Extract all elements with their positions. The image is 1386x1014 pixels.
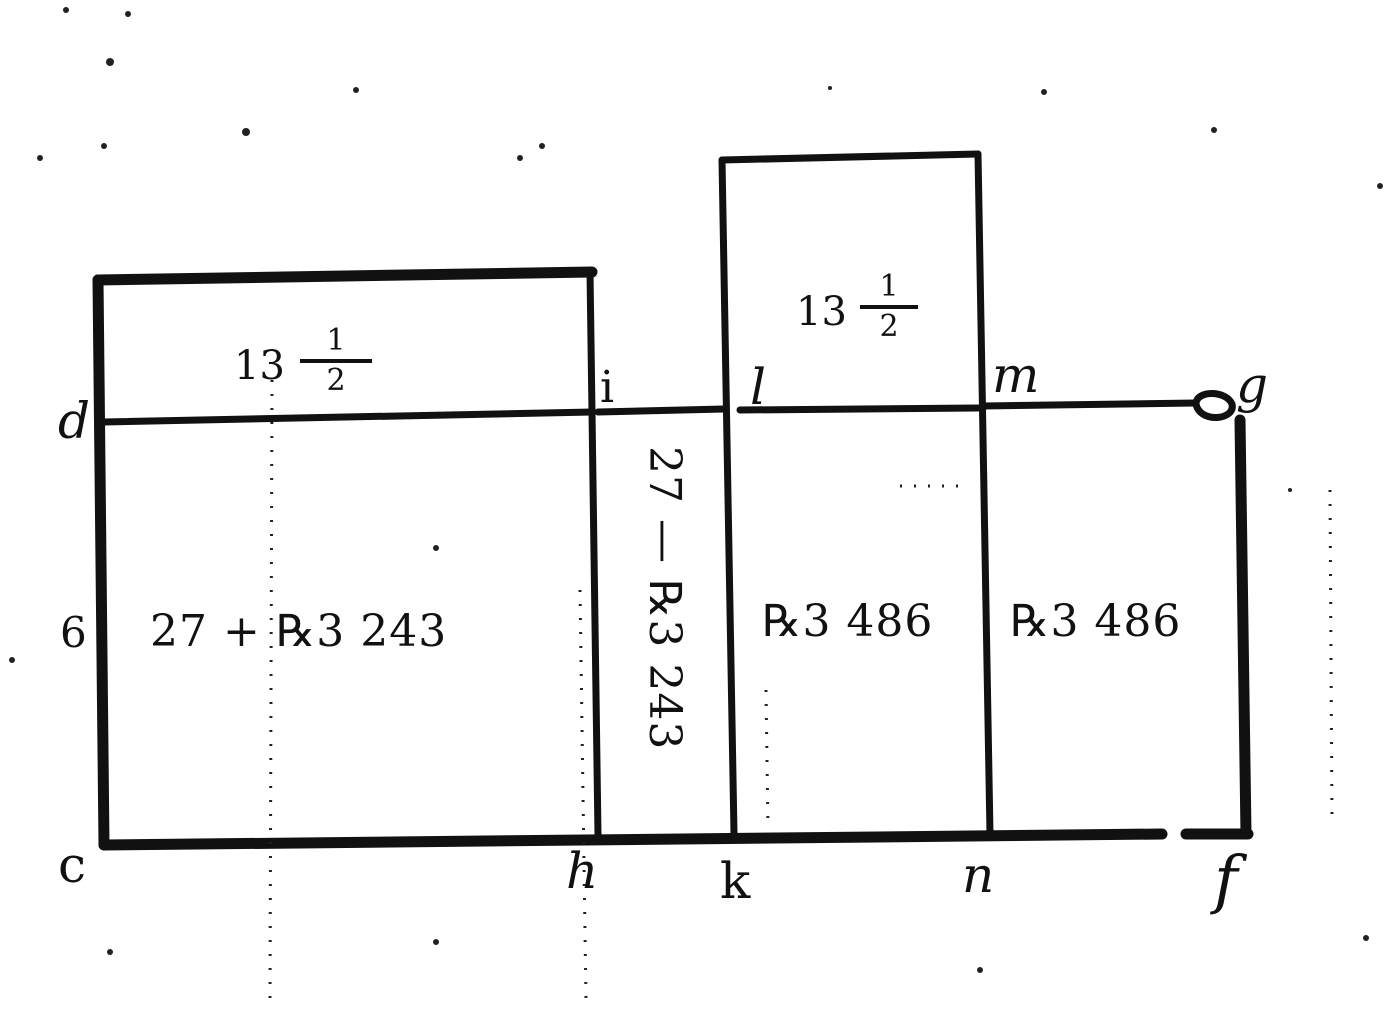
point-label-i: i [600,362,615,413]
point-label-d: d [58,392,91,450]
right-top-area-denominator: 2 [879,309,899,344]
right-top-area-whole: 13 [796,289,847,335]
loop-at-g [1196,394,1232,418]
right-top-area-fraction [860,269,918,344]
left-main-area-label: 27 + ℞3 243 [150,606,448,657]
rect-left-right-edge [590,272,598,835]
rect-middle-top-edge [722,154,978,160]
point-label-f: f [1214,843,1238,917]
line-l-to-m [740,408,978,410]
point-label-n: n [962,846,995,904]
line-i-to-l [598,409,724,412]
point-label-l: l [750,358,766,416]
right-area-label: ℞3 486 [1010,596,1182,647]
narrow-vertical-area-label: 27 — ℞3 243 [639,446,690,751]
point-label-b: 6 [60,608,87,657]
line-d-to-i [104,412,592,422]
point-label-m: m [992,346,1040,404]
point-label-h: h [566,842,599,900]
dotted-line-h [580,590,586,1000]
point-label-k: k [720,852,751,910]
rect-left-left-edge [98,280,104,845]
dotted-line-middle [766,690,768,830]
dotted-line-left [270,380,272,1000]
line-g-to-f [1240,420,1246,834]
point-label-g: g [1236,356,1269,414]
rect-left-top-edge [98,272,592,280]
dotted-line-right [1330,490,1332,820]
point-label-c: c [58,836,87,894]
right-top-area-numerator: 1 [879,269,899,304]
left-top-area-fraction [300,323,372,398]
left-top-area-whole: 13 [234,343,285,389]
left-top-area-numerator: 1 [326,323,346,358]
left-top-area-denominator: 2 [326,363,346,398]
line-n-vertical [978,154,990,834]
line-k-vertical [722,160,734,834]
paper-specks [9,7,1383,973]
middle-area-label: ℞3 486 [762,596,934,647]
baseline-c-to-f [104,834,1162,845]
